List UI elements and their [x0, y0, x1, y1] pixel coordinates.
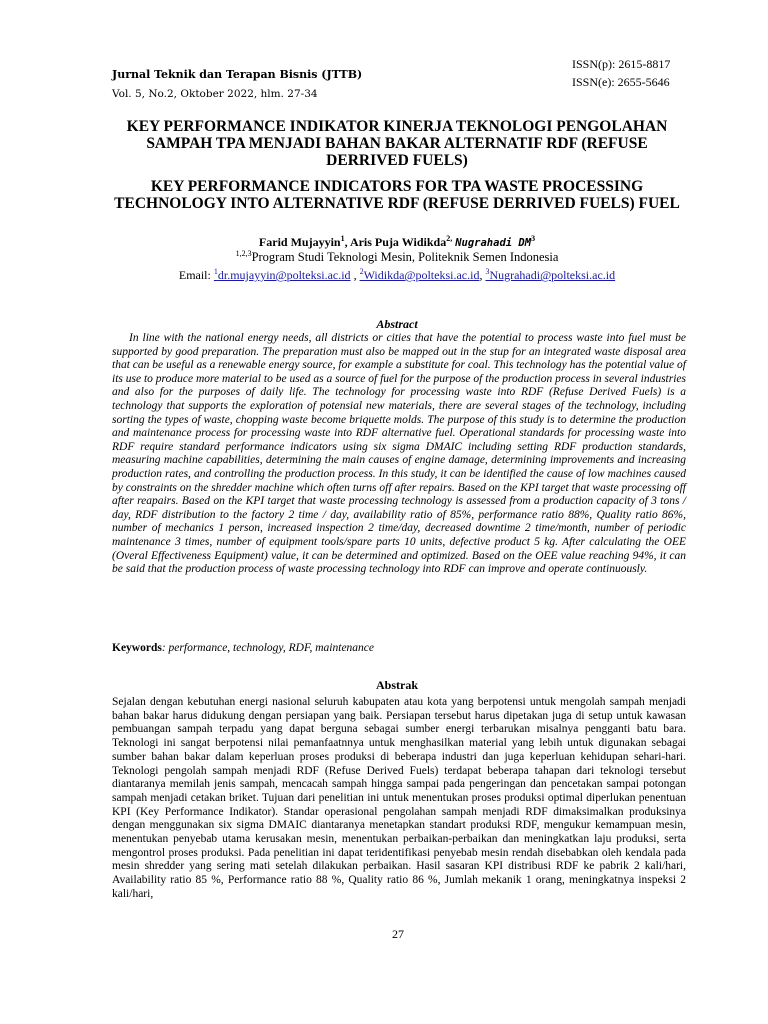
- affiliation-text: Program Studi Teknologi Mesin, Politeknik Semen Indonesia: [251, 250, 559, 264]
- abstrak-body: Sejalan dengan kebutuhan energi nasional seluruh kabupaten atau kota yang berpotensi untuk mengolah sampah menjadi bahan bakar harus didukung dengan persiapan yang baik. Persiapan tersebut harus dipetakan juga di setup untuk kawasan pembuangan sampah terpadu yang dapat berguna sebagai sumber energi terbarukan misalnya pengganti batu bara. Teknologi ini sangat berpotensi nilai pemanfaatnnya untuk menghasilkan material yang lebih untuk digunakan sebagai sumber bahan bakar dalam keperluan proses produksi di beberapa industri dan juga keperluan kehidupan sehari-hari. Teknologi pengolah sampah menjadi RDF (Refuse Derived Fuels) terdapat beberapa tahapan dari teknologi tersebut diantaranya memilah jenis sampah, mencacah sampah hingga sampai pada pengeringan dan pencetakan sampai potongan sampah menjadi cetakan briket. Tujuan dari penelitian ini untuk menentukan proses produksi optimal diperlukan penentuan KPI (Key Performance Indikator). Standar operasional pengolahan sampah menjadi RDF dimaksimalkan produksinya dengan menggunakan six sigma DMAIC diantaranya menetapkan standart produksi RDF, mengukur kemampuan mesin, menentukan penyebab utama kerusakan mesin, menentukan perbaikan-perbaikan dan meningkatkan laju produksi, serta mengontrol proses produksi. Pada penelitian ini dapat teridentifikasi penyebab mesin rendah disebabkan oleh kendala pada mesin shredder yang sering mati setelah dilakukan perbaikan. Hasil sasaran KPI distribusi RDF ke pabrik 2 kali/hari, Availability ratio 85 %, Performance ratio 88 %, Quality ratio 86 %, Jumlah mekanik 1 orang, meningkatnya inspeksi 2 kali/hari,: [112, 696, 686, 900]
- author-name: Aris Puja Widikda: [349, 235, 447, 249]
- paper-title-indonesian: KEY PERFORMANCE INDIKATOR KINERJA TEKNOLOGI PENGOLAHAN SAMPAH TPA MENJADI BAHAN BAKAR ALTERNATIF RDF (REFUSE DERRIVED FUELS): [126, 118, 668, 169]
- email-superscript: 2: [359, 267, 364, 276]
- author-separator: ,: [344, 235, 350, 249]
- email-separator: ,: [479, 268, 486, 282]
- email-superscript: 1: [213, 267, 218, 276]
- journal-volume: Vol. 5, No.2, Oktober 2022, hlm. 27-34: [112, 88, 318, 100]
- keywords-label: Keywords: [112, 642, 162, 654]
- abstract-body: In line with the national energy needs, all districts or cities that have the potential to process waste into fuel must be supported by good preparation. The preparation must also be mapped out in the stup for an integrated waste disposal area that can be useful as a renewable energy source, for example a substitute for coal. This technology has the potential value of its use to produce more material to be used as a source of fuel for the purpose of the production process in several industries and also for the purposes of daily life. The technology for processing waste into RDF (Refuse Derived Fuels) is a technology that supports the exploration of potensial new materials, there are several stages of the technology, including sorting the types of waste, chopping waste become briquette molds. The purpose of this study is to determine the production and maintenance process for processing waste into RDF alternative fuel. Operational standards for processing waste into RDF require standard performance indicators using six sigma DMAIC including setting RDF production standards, measuring machine capabilities, determining the main causes of engine damage, determining improvements and increasing production rates, and controlling the production process. In this study, it can be identified the cause of low machines caused by constraints on the shredder machine which often turns off after repairs. Based on the KPI target that waste processing off after reapairs. Based on the KPI target that waste processing technology is assessed from a production capacity of 3 tons / day, RDF distribution to the factory 2 time / day, availability ratio of 85%, performance ratio 88%, Quality ratio 86%, number of mechanics 1 person, increased inspection 2 time/day, decreased downtime 2 time/month, number of periodic maintenance 3 times, number of equipment tools/spare parts 10 units, defective product 5 kg. After calculating the OEE (Overal Effectiveness Equipment) value, it can be determined and optimized. Based on the OEE value reaching 94%, it can be said that the production process of waste processing technology into RDF can improve and operate continuously.: [112, 332, 686, 576]
- affiliation-superscript: 1,2,3: [235, 248, 252, 258]
- keywords-text: : performance, technology, RDF, maintenance: [161, 642, 375, 654]
- author-superscript: 3: [531, 234, 536, 243]
- author-list: [108, 235, 686, 250]
- email-label: Email:: [178, 268, 214, 282]
- issn-electronic: ISSN(e): 2655-5646: [572, 75, 670, 89]
- email-address: dr.mujayyin@polteksi.ac.id: [217, 268, 351, 282]
- email-link-2[interactable]: [360, 268, 480, 282]
- email-link-1[interactable]: [214, 268, 351, 282]
- author-name: Farid Mujayyin: [258, 235, 341, 249]
- email-line: [108, 268, 686, 283]
- author-superscript: 2,: [446, 234, 453, 243]
- email-address: Nugrahadi@polteksi.ac.id: [489, 268, 616, 282]
- author-superscript: 1: [340, 234, 345, 243]
- email-link-3[interactable]: [485, 268, 615, 282]
- issn-print: ISSN(p): 2615-8817: [572, 57, 671, 71]
- journal-name: Jurnal Teknik dan Terapan Bisnis (JTTB): [112, 68, 363, 81]
- abstract-heading: Abstract: [376, 317, 418, 331]
- email-address: Widikda@polteksi.ac.id: [363, 268, 480, 282]
- keywords-line: [112, 642, 374, 654]
- email-superscript: 3: [485, 267, 490, 276]
- abstrak-heading: Abstrak: [375, 678, 418, 692]
- author-name: Nugrahadi DM: [455, 237, 532, 249]
- affiliation: [108, 250, 686, 265]
- email-separator: ,: [350, 268, 360, 282]
- paper-title-english: KEY PERFORMANCE INDICATORS FOR TPA WASTE PROCESSING TECHNOLOGY INTO ALTERNATIVE RDF (REFUSE DERRIVED FUELS) FUEL: [114, 178, 680, 212]
- page-number: 27: [392, 927, 404, 941]
